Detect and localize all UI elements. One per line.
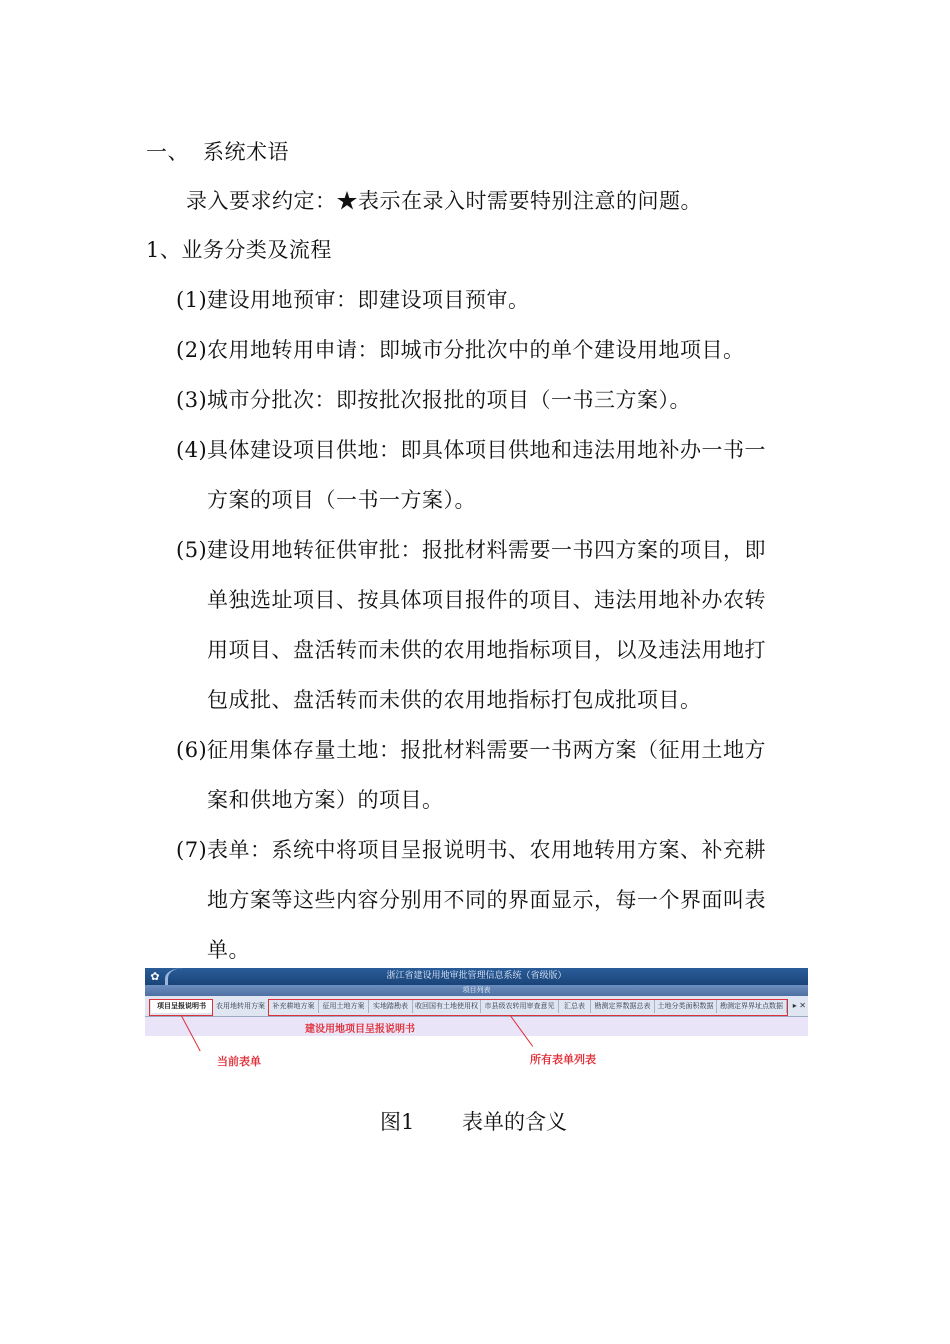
tab-project-report[interactable]: 项目呈报说明书 — [151, 999, 213, 1013]
form-title: 建设用地项目呈报说明书 — [305, 1024, 415, 1035]
figure-caption-text: 表单的含义 — [462, 1110, 567, 1134]
section-title: 系统术语 — [203, 140, 289, 164]
item-text-line: 农用地转用申请：即城市分批次中的单个建设用地项目。 — [207, 338, 745, 362]
window-title: 浙江省建设用地审批管理信息系统（省级版） — [386, 971, 567, 981]
tab-reclaim-land-use[interactable]: 收回国有土地使用权 — [413, 999, 481, 1013]
tab-supplement-farmland[interactable]: 补充耕地方案 — [269, 999, 319, 1013]
convention-note: 录入要求约定：★表示在录入时需要特别注意的问题。 — [186, 189, 702, 213]
item-number: (3) — [176, 388, 208, 412]
figure-caption-label: 图1 — [380, 1110, 415, 1134]
item-text-line: 用项目、盘活转而未供的农用地指标项目，以及违法用地打 — [207, 638, 766, 662]
item-number: (5) — [176, 538, 208, 562]
item-text-line: 包成批、盘活转而未供的农用地指标打包成批项目。 — [207, 688, 702, 712]
tab-boundary-points[interactable]: 勘测定界界址点数据 — [717, 999, 787, 1013]
item-number: (6) — [176, 738, 208, 762]
item-text-line: 建设用地转征供审批：报批材料需要一书四方案的项目，即 — [207, 538, 766, 562]
item-text-line: 单独选址项目、按具体项目报件的项目、违法用地补办农转 — [207, 588, 766, 612]
tab-scroll-arrows-icon[interactable]: ▸ ✕ — [792, 1001, 806, 1010]
tab-summary[interactable]: 汇总表 — [559, 999, 591, 1013]
app-logo-icon: ✿ — [150, 970, 160, 983]
highlight-all-tabs — [268, 999, 788, 1016]
item-number: (2) — [176, 338, 208, 362]
item-text-line: 地方案等这些内容分别用不同的界面显示，每一个界面叫表 — [207, 888, 766, 912]
tab-land-acquisition[interactable]: 征用土地方案 — [319, 999, 369, 1013]
item-number: (1) — [176, 288, 208, 312]
callout-all-forms: 所有表单列表 — [530, 1053, 596, 1066]
project-list-header: 项目列表 — [145, 985, 808, 996]
titlebar-swoosh — [165, 968, 195, 985]
item-text-line: 建设用地预审：即建设项目预审。 — [207, 288, 530, 312]
item-text-line: 方案的项目（一书一方案）。 — [207, 488, 476, 512]
tab-farmland-conversion[interactable]: 农用地转用方案 — [213, 999, 269, 1013]
section-number: 一、 — [146, 140, 189, 164]
item-number: (7) — [176, 838, 208, 862]
item-text-line: 具体建设项目供地：即具体项目供地和违法用地补办一书一 — [207, 438, 766, 462]
tab-county-review[interactable]: 市县级农转用审查意见 — [481, 999, 559, 1013]
subsection-title: 1、业务分类及流程 — [146, 238, 332, 262]
item-text-line: 表单：系统中将项目呈报说明书、农用地转用方案、补充耕 — [207, 838, 766, 862]
tab-survey-data-total[interactable]: 勘测定界数据总表 — [591, 999, 655, 1013]
highlight-current-tab — [149, 999, 213, 1016]
window-titlebar — [145, 968, 808, 985]
item-number: (4) — [176, 438, 208, 462]
screenshot-figure — [145, 968, 808, 1036]
item-text-line: 案和供地方案）的项目。 — [207, 788, 444, 812]
tab-site-survey[interactable]: 实地踏勘表 — [369, 999, 413, 1013]
item-text-line: 征用集体存量土地：报批材料需要一书两方案（征用土地方 — [207, 738, 766, 762]
callout-current-form: 当前表单 — [217, 1055, 261, 1068]
tab-land-class-area[interactable]: 土地分类面积数据 — [655, 999, 717, 1013]
item-text-line: 单。 — [207, 938, 250, 962]
item-text-line: 城市分批次：即按批次报批的项目（一书三方案）。 — [207, 388, 691, 412]
